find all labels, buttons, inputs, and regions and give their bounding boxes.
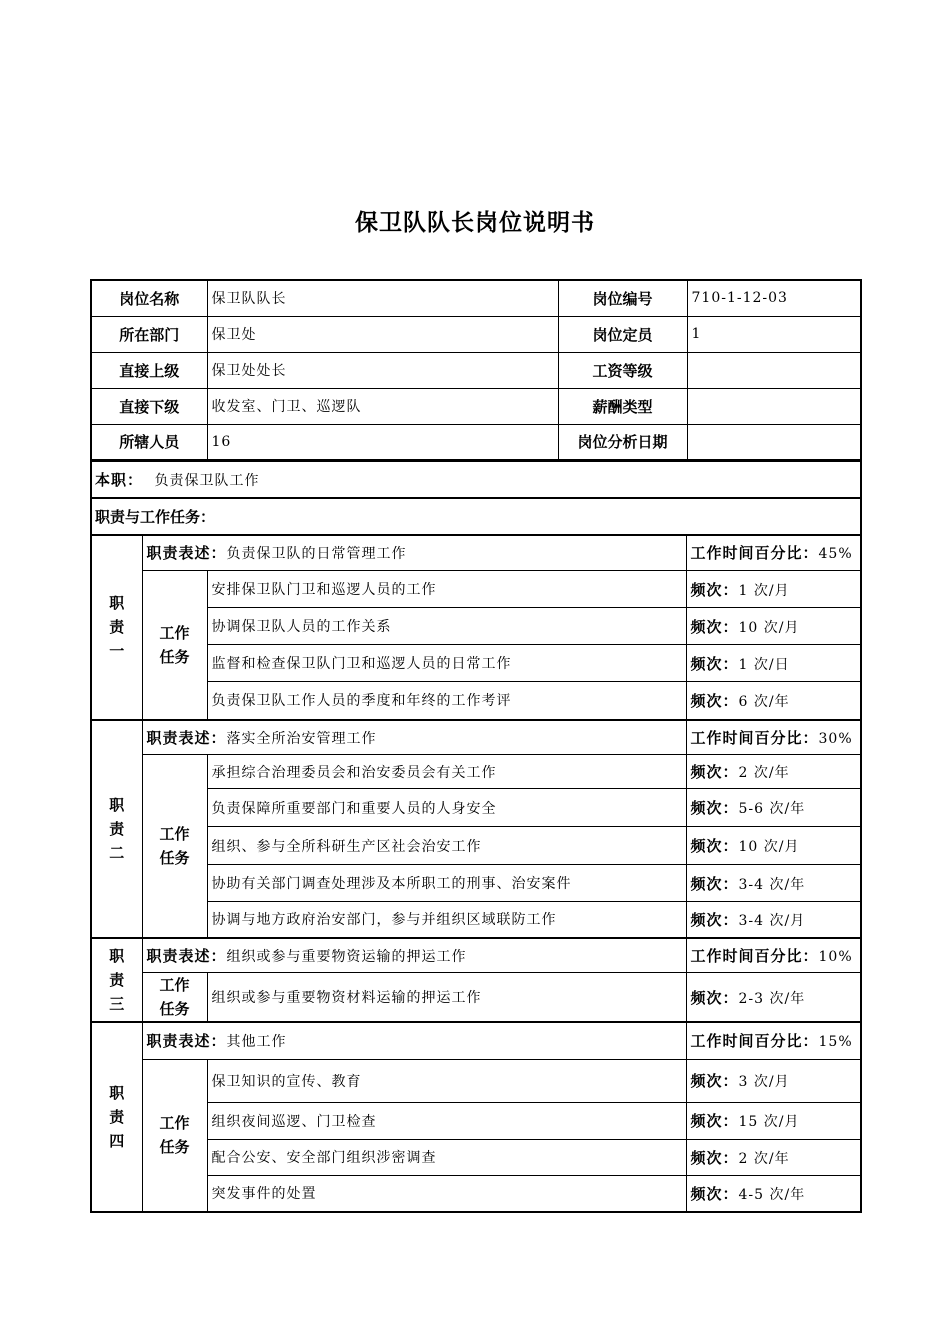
duty-2-desc-row — [91, 720, 861, 755]
document-title: 保卫队队长岗位说明书 — [355, 210, 595, 236]
task-group-label: 工作 任务 — [142, 973, 207, 1023]
freq-label: 频次： — [690, 910, 739, 929]
task-freq: 4-5 次/年 — [738, 1186, 806, 1203]
desc-label: 职责表述： — [146, 544, 227, 563]
table-row — [91, 645, 861, 682]
label-subordinate: 直接下级 — [91, 388, 207, 424]
task-text: 监督和检查保卫队门卫和巡逻人员的日常工作 — [207, 645, 686, 682]
freq-label: 频次： — [690, 691, 739, 710]
task-freq: 6 次/年 — [738, 693, 790, 710]
task-group-label: 工作 任务 — [142, 755, 207, 938]
table-row — [91, 1175, 861, 1212]
task-freq: 1 次/日 — [738, 656, 790, 673]
value-salary-grade — [687, 352, 861, 388]
duty-2-desc: 落实全所治安管理工作 — [226, 730, 377, 747]
duty-3-desc-row — [91, 938, 861, 973]
value-position-name: 保卫队队长 — [207, 280, 558, 316]
freq-label: 频次： — [690, 617, 739, 636]
freq-label: 频次： — [690, 799, 739, 817]
freq-label: 频次： — [690, 1072, 739, 1090]
label-superior: 直接上级 — [91, 352, 207, 388]
task-freq: 2 次/年 — [738, 765, 790, 781]
table-row — [91, 1059, 861, 1102]
table-row — [91, 608, 861, 645]
duty-3-name: 职 责 三 — [91, 938, 142, 1023]
task-text: 组织夜间巡逻、门卫检查 — [207, 1102, 686, 1139]
label-position-code: 岗位编号 — [558, 280, 687, 316]
percent-label: 工作时间百分比： — [690, 728, 819, 747]
info-row-staff — [91, 424, 861, 460]
table-row — [91, 682, 861, 720]
duty-4-desc-row — [91, 1022, 861, 1059]
task-text: 组织、参与全所科研生产区社会治安工作 — [207, 827, 686, 865]
value-pay-type — [687, 388, 861, 424]
duty-1-name: 职 责 一 — [91, 535, 142, 720]
label-department: 所在部门 — [91, 316, 207, 352]
task-text: 承担综合治理委员会和治安委员会有关工作 — [207, 755, 686, 789]
table-row — [91, 902, 861, 938]
freq-label: 频次： — [690, 1148, 739, 1167]
table-row — [91, 755, 861, 789]
value-department: 保卫处 — [207, 316, 558, 352]
task-freq: 3-4 次/月 — [738, 912, 806, 929]
value-subordinate: 收发室、门卫、巡逻队 — [207, 388, 558, 424]
task-freq: 3 次/月 — [738, 1074, 790, 1090]
duties-heading: 职责与工作任务： — [91, 498, 861, 535]
percent-label: 工作时间百分比： — [690, 1032, 819, 1051]
freq-label: 频次： — [690, 874, 739, 893]
main-duty-label: 本职： — [95, 470, 144, 489]
table-row — [91, 973, 861, 1023]
info-row-superior — [91, 352, 861, 388]
label-pay-type: 薪酬类型 — [558, 388, 687, 424]
freq-label: 频次： — [690, 654, 739, 673]
task-text: 协助有关部门调查处理涉及本所职工的刑事、治安案件 — [207, 865, 686, 902]
task-text: 保卫知识的宣传、教育 — [207, 1059, 686, 1102]
label-position-name: 岗位名称 — [91, 280, 207, 316]
task-freq: 15 次/月 — [738, 1114, 800, 1130]
duty-3-percent: 10% — [818, 948, 853, 965]
task-text: 负责保障所重要部门和重要人员的人身安全 — [207, 789, 686, 827]
table-row — [91, 1102, 861, 1139]
position-info-table — [90, 279, 862, 461]
value-quota: 1 — [687, 316, 861, 352]
duties-table — [90, 461, 862, 1213]
table-row — [91, 865, 861, 902]
duty-4-name: 职 责 四 — [91, 1022, 142, 1212]
freq-label: 频次： — [690, 988, 739, 1007]
info-row-name — [91, 280, 861, 316]
desc-label: 职责表述： — [146, 946, 227, 965]
duty-4-desc: 其他工作 — [226, 1034, 287, 1051]
value-staff-count: 16 — [207, 424, 558, 460]
task-text: 负责保卫队工作人员的季度和年终的工作考评 — [207, 682, 686, 720]
table-row — [91, 571, 861, 608]
info-row-dept — [91, 316, 861, 352]
percent-label: 工作时间百分比： — [690, 544, 819, 563]
freq-label: 频次： — [690, 763, 739, 781]
duty-3-desc: 组织或参与重要物资运输的押运工作 — [226, 948, 467, 965]
table-row — [91, 1139, 861, 1175]
duties-heading-row — [91, 498, 861, 535]
task-freq: 1 次/月 — [738, 582, 790, 599]
duty-2-percent: 30% — [818, 730, 853, 747]
info-row-subordinate — [91, 388, 861, 424]
percent-label: 工作时间百分比： — [690, 946, 819, 965]
value-position-code: 710-1-12-03 — [687, 280, 861, 316]
label-salary-grade: 工资等级 — [558, 352, 687, 388]
main-duty-row — [91, 462, 861, 498]
task-text: 安排保卫队门卫和巡逻人员的工作 — [207, 571, 686, 608]
task-text: 配合公安、安全部门组织涉密调查 — [207, 1139, 686, 1175]
freq-label: 频次： — [690, 580, 739, 599]
value-superior: 保卫处处长 — [207, 352, 558, 388]
task-group-label: 工作 任务 — [142, 1059, 207, 1212]
duty-2-name: 职 责 二 — [91, 720, 142, 938]
freq-label: 频次： — [690, 1112, 739, 1130]
task-text: 协调与地方政府治安部门，参与并组织区域联防工作 — [207, 902, 686, 938]
task-text: 突发事件的处置 — [207, 1175, 686, 1212]
label-staff-count: 所辖人员 — [91, 424, 207, 460]
task-freq: 2-3 次/年 — [738, 990, 806, 1007]
task-group-label: 工作 任务 — [142, 571, 207, 720]
task-freq: 10 次/月 — [738, 619, 800, 636]
label-quota: 岗位定员 — [558, 316, 687, 352]
task-text: 组织或参与重要物资材料运输的押运工作 — [207, 973, 686, 1023]
duty-4-percent: 15% — [818, 1034, 853, 1051]
freq-label: 频次： — [690, 837, 739, 855]
value-analysis-date — [687, 424, 861, 460]
task-freq: 2 次/年 — [738, 1150, 790, 1167]
table-row — [91, 789, 861, 827]
duty-1-percent: 45% — [818, 546, 853, 563]
duty-1-desc: 负责保卫队的日常管理工作 — [226, 546, 407, 563]
main-duty-value: 负责保卫队工作 — [154, 472, 260, 489]
table-row — [91, 827, 861, 865]
task-freq: 3-4 次/年 — [738, 876, 806, 893]
desc-label: 职责表述： — [146, 728, 227, 747]
task-freq: 5-6 次/年 — [738, 801, 806, 817]
duty-1-desc-row — [91, 535, 861, 571]
task-text: 协调保卫队人员的工作关系 — [207, 608, 686, 645]
task-freq: 10 次/月 — [738, 839, 800, 855]
freq-label: 频次： — [690, 1184, 739, 1203]
desc-label: 职责表述： — [146, 1032, 227, 1051]
label-analysis-date: 岗位分析日期 — [558, 424, 687, 460]
